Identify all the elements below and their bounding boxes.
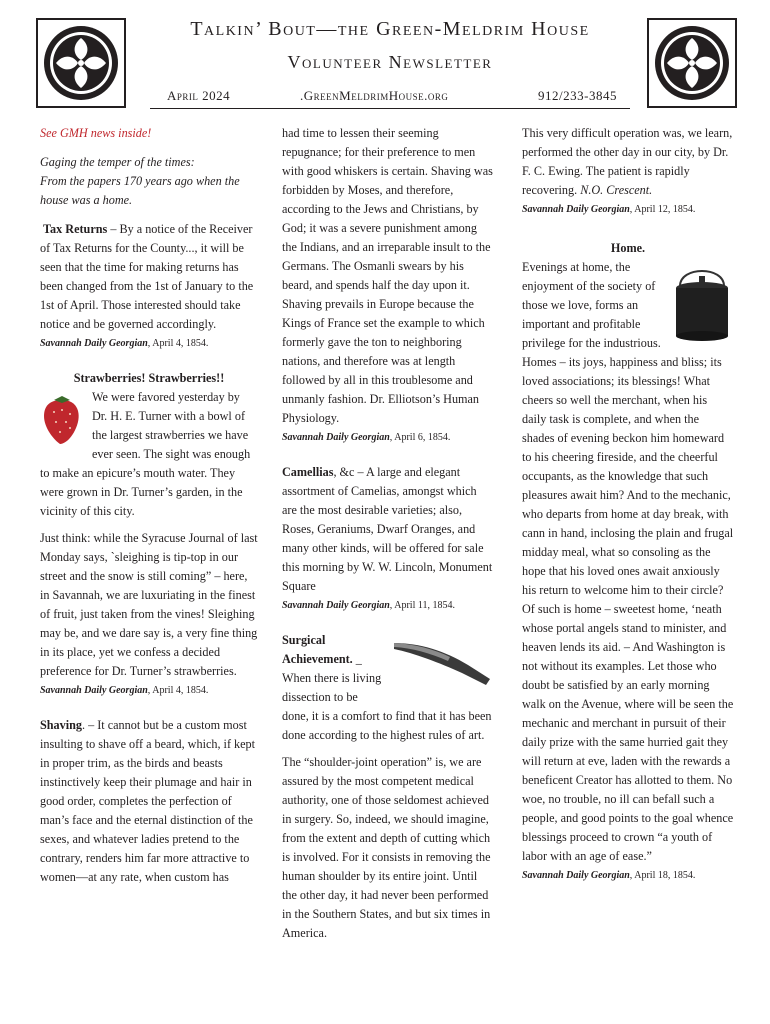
source-citation: Savannah Daily Georgian, April 11, 1854. [282,600,455,611]
newsletter-title: Talkin’ Bout—the Green-Meldrim House [190,18,590,40]
intro-line-2: From the papers 170 years ago when the house was a home. [40,174,240,207]
article-body: – By a notice of the Receiver of Tax Returns for the County..., it will be seen that the time for making returns has been changed from the 1st of January to the 1st of April. Those interested should take notice and be governed accordingly. [40,222,254,331]
column-3 [522,124,734,885]
news-inside-note: See GMH news inside! [40,126,152,140]
article-heading: Tax Returns [43,222,108,236]
article-body: , &c – A large and elegant assortment of Camelias, amongst which are the most desirable varieties; also, Roses, Geraniums, Dwarf Oranges, and many other kinds, will be offered for sale this morning by W. W. Lincoln, Monument Square [282,465,493,593]
source-citation: Savannah Daily Georgian, April 4, 1854. [40,685,209,696]
article-body: This very difficult operation was, we learn, performed the other day in our city, by Dr. F. C. Ewing. The patient is rapidly recovering. N.O. Crescent. [522,126,733,197]
article-camellias [282,463,494,596]
article-heading: Home. [610,241,646,255]
website-link[interactable]: .GreenMeldrimHouse.org [300,88,449,103]
article-heading: Shaving [40,718,83,732]
article-body: We were favored yesterday by Dr. H. E. Turner with a bowl of the largest strawberries we have ever seen. The sight was enough to make an epicure’s mouth water. They were grown in Dr. Turner’s garden, in the vicinity of this city. [40,390,251,518]
article-body: Just think: while the Syracuse Journal of last Monday says, `sleighing is tip-top in our street and the snow is still coming” – here, in Savannah, we are luxuriating in the finest of fruit, just taken from the vines! Sleighing may be, and we dare say is, a very fine thing in its place, yet we confess a decided preference for Dr. Turner’s strawberries. [40,531,258,678]
article-heading: Surgical Achievement. [282,633,353,666]
column-2 [282,124,494,943]
article-body: . – It cannot but be a custom most insulting to shave off a beard, which, if kept in proper trim, as the birds and beasts instinctively keep their plumage and hair in good order, completes the perfection of man’s face and the eternal distinction of the sexes, and whatever ladies pretend to the contrary, renders him far more attractive to women—at any rate, when custom has [40,718,256,884]
intro-line: Gaging the temper of the times: [40,155,195,169]
article-body: _ When there is living dissection to be done, it is a comfort to find that it has been done according to the highest rules of art. [282,652,492,742]
dinner-pail-image [670,262,734,342]
article-shaving [40,716,258,887]
article-body: had time to lessen their seeming repugnance; for their preference to men with good whiskers is certain. Shaving was forbidden by Moses, and therefore, according to the Jews and Christians, by God; it was a severe punishment among the Indians, and an irreparable insult to the Germans. The Osmanli swears by his beard, and spends half the day upon it. Shaving prevails in Europe because the Kings of France set the example to which formerly gave the ton to neighboring nations, and therefore was at length followed by all in this troublesome and unmanly fashion. Dr. Elliotson’s Human Physiology. [282,126,493,425]
source-citation: Savannah Daily Georgian, April 12, 1854. [522,204,696,215]
source-citation: Savannah Daily Georgian, April 4, 1854. [40,338,209,349]
source-citation: Savannah Daily Georgian, April 18, 1854. [522,870,696,881]
strawberry-image [40,394,84,446]
gmh-logo [36,18,126,108]
issue-date: April 2024 [167,88,231,103]
article-heading: Strawberries! Strawberries!! [73,371,225,385]
gmh-logo [647,18,737,108]
surgical-knife-image [390,635,494,689]
article-heading: Camellias [282,465,334,479]
source-citation: Savannah Daily Georgian, April 6, 1854. [282,432,451,443]
newsletter-subtitle: Volunteer Newsletter [287,52,493,72]
article-tax-returns [40,220,258,334]
article-body: The “shoulder-joint operation” is, we are assured by the most competent medical authority, one of those seldomest achieved in surgery. So, indeed, we should imagine, from the extent and depth of cutting which is involved. For it consists in removing the human shoulder by its entire joint. Until the other day, it had never been performed in the Southern States, and but six times in America. [282,755,491,940]
article-body: Evenings at home, the enjoyment of the society of those we love, forms an important and profitable privilege for the industrious. Homes – its joys, happiness and bliss; its loved associations; its blessings! What cheers so well the merchant, when his daily task is complete, and when the shades of evening beckon him homeward to his cheering fireside, and the cheerful occupants, as the knowledge that such pleasures await him? And to the mechanic, who departs from home at day break, with cann in hand, inclosing the plain and frugal midday meal, what so consoling as the hope that his loved ones await anxiously his return to welcome him to their circle? Of such is home – sweetest home, ‘neath whose portal angels stand to minister, and heaven lends its aid. – And Washington is not without its examples. Let those who doubt be satisfied by an early morning walk on the Avenue, where will be seen the mechanic and merchant in pursuit of their daily prize with the same hurried gait they will return at eve, laden with the rewards a beneficent Creator has allotted to them. No woe, no trouble, no ill can befall such a people, and good points to the goal whence blessings proceed to crown “a youth of labor with an age of ease.” [522,260,734,863]
header-rule [150,108,630,109]
column-1 [40,124,258,887]
phone-number: 912/233-3845 [538,88,617,103]
